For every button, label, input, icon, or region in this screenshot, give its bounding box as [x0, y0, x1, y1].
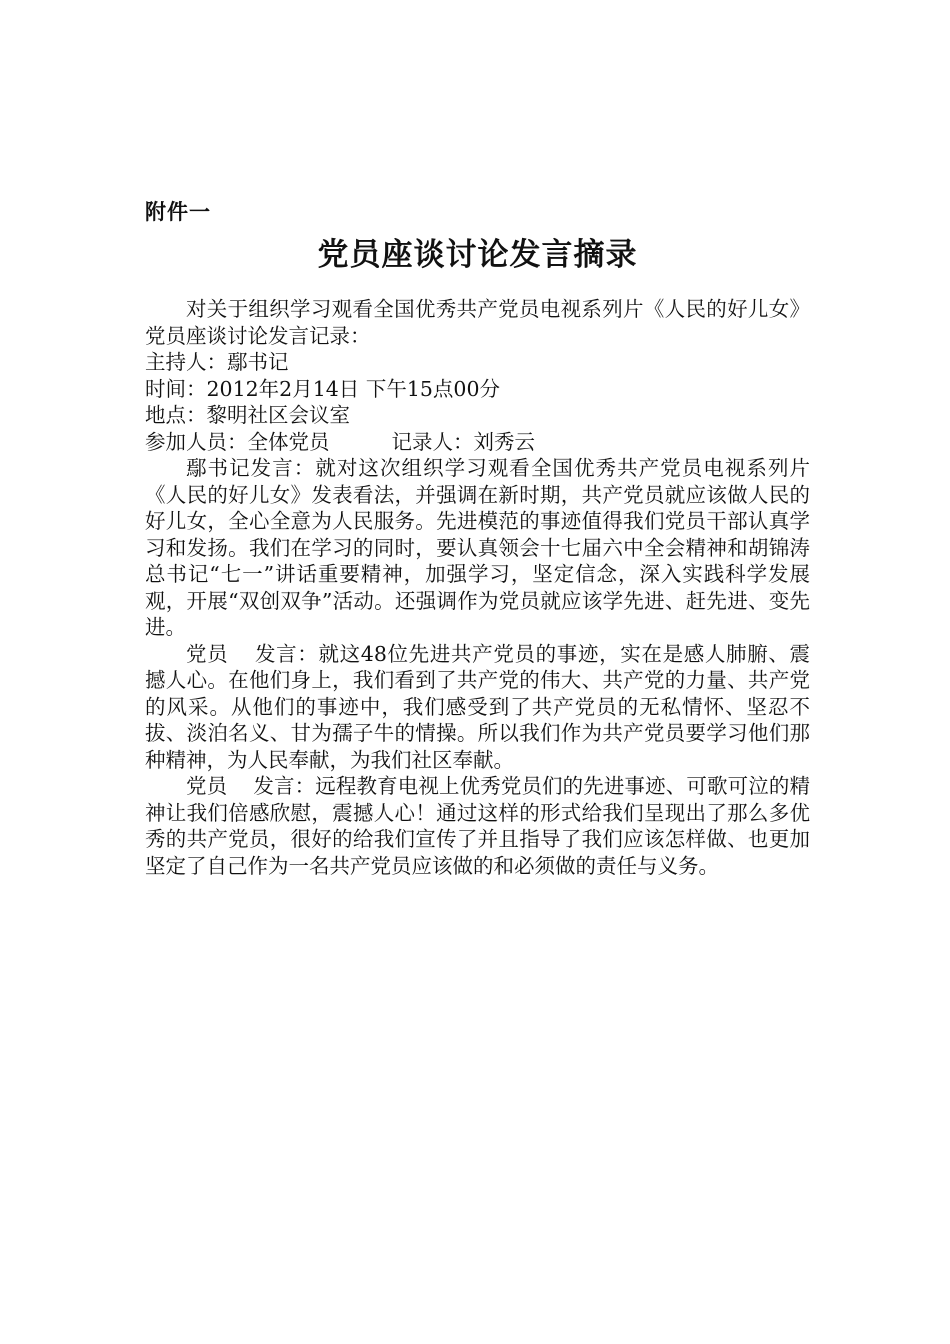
participants-recorder-line	[145, 429, 810, 456]
speech-paragraph-1	[145, 455, 810, 641]
participants-text: 参加人员：全体党员	[145, 429, 330, 454]
speech-3-speaker-suffix: 发言：	[253, 774, 316, 798]
speech-3-text: 远程教育电视上优秀党员们的先进事迹、可歌可泣的精神让我们倍感欣慰，震撼人心！通过这样的形式给我们呈现出了那么多优秀的共产党员，很好的给我们宣传了并且指导了我们应该怎样做、也更加坚定了自己作为一名共产党员应该做的和必须做的责任与义务。	[145, 774, 811, 878]
speech-1-text: 就对这次组织学习观看全国优秀共产党员电视系列片《人民的好儿女》发表看法，并强调在新时期，共产党员就应该做人民的好儿女，全心全意为人民服务。先进模范的事迹值得我们党员干部认真学习和发扬。我们在学习的同时，要认真领会十七届六中全会精神和胡锦涛总书记“七一”讲话重要精神，加强学习，坚定信念，深入实践科学发展观，开展“双创双争”活动。还强调作为党员就应该学先进、赶先进、变先进。	[145, 456, 811, 639]
speech-paragraph-2	[145, 641, 810, 774]
recorder-text: 记录人：刘秀云	[391, 429, 535, 454]
speech-paragraph-3	[145, 773, 810, 879]
location-line: 地点：黎明社区会议室	[145, 403, 350, 427]
speech-1-speaker: 鄢书记发言：	[186, 456, 316, 480]
attachment-label: 附件一	[145, 200, 211, 224]
speech-3-speaker-prefix: 党员	[186, 774, 228, 798]
document-title: 党员座谈讨论发言摘录	[317, 237, 638, 273]
time-line: 时间：2012年2月14日 下午15点00分	[145, 376, 500, 401]
intro-paragraph: 对关于组织学习观看全国优秀共产党员电视系列片《人民的好儿女》党员座谈讨论发言记录：	[145, 297, 810, 348]
speech-2-speaker-prefix: 党员	[186, 641, 229, 666]
speech-2-text: 就这48位先进共产党员的事迹，实在是感人肺腑、震撼人心。在他们身上，我们看到了共产党的伟大、共产党的力量、共产党的风采。从他们的事迹中，我们感受到了共产党员的无私情怀、坚忍不拔、淡泊名义、甘为孺子牛的情操。所以我们作为共产党员要学习他们那种精神，为人民奉献，为我们社区奉献。	[145, 641, 811, 772]
host-line: 主持人：鄢书记	[145, 350, 289, 374]
speech-2-speaker-suffix: 发言：	[254, 641, 319, 666]
document-content	[145, 196, 810, 879]
